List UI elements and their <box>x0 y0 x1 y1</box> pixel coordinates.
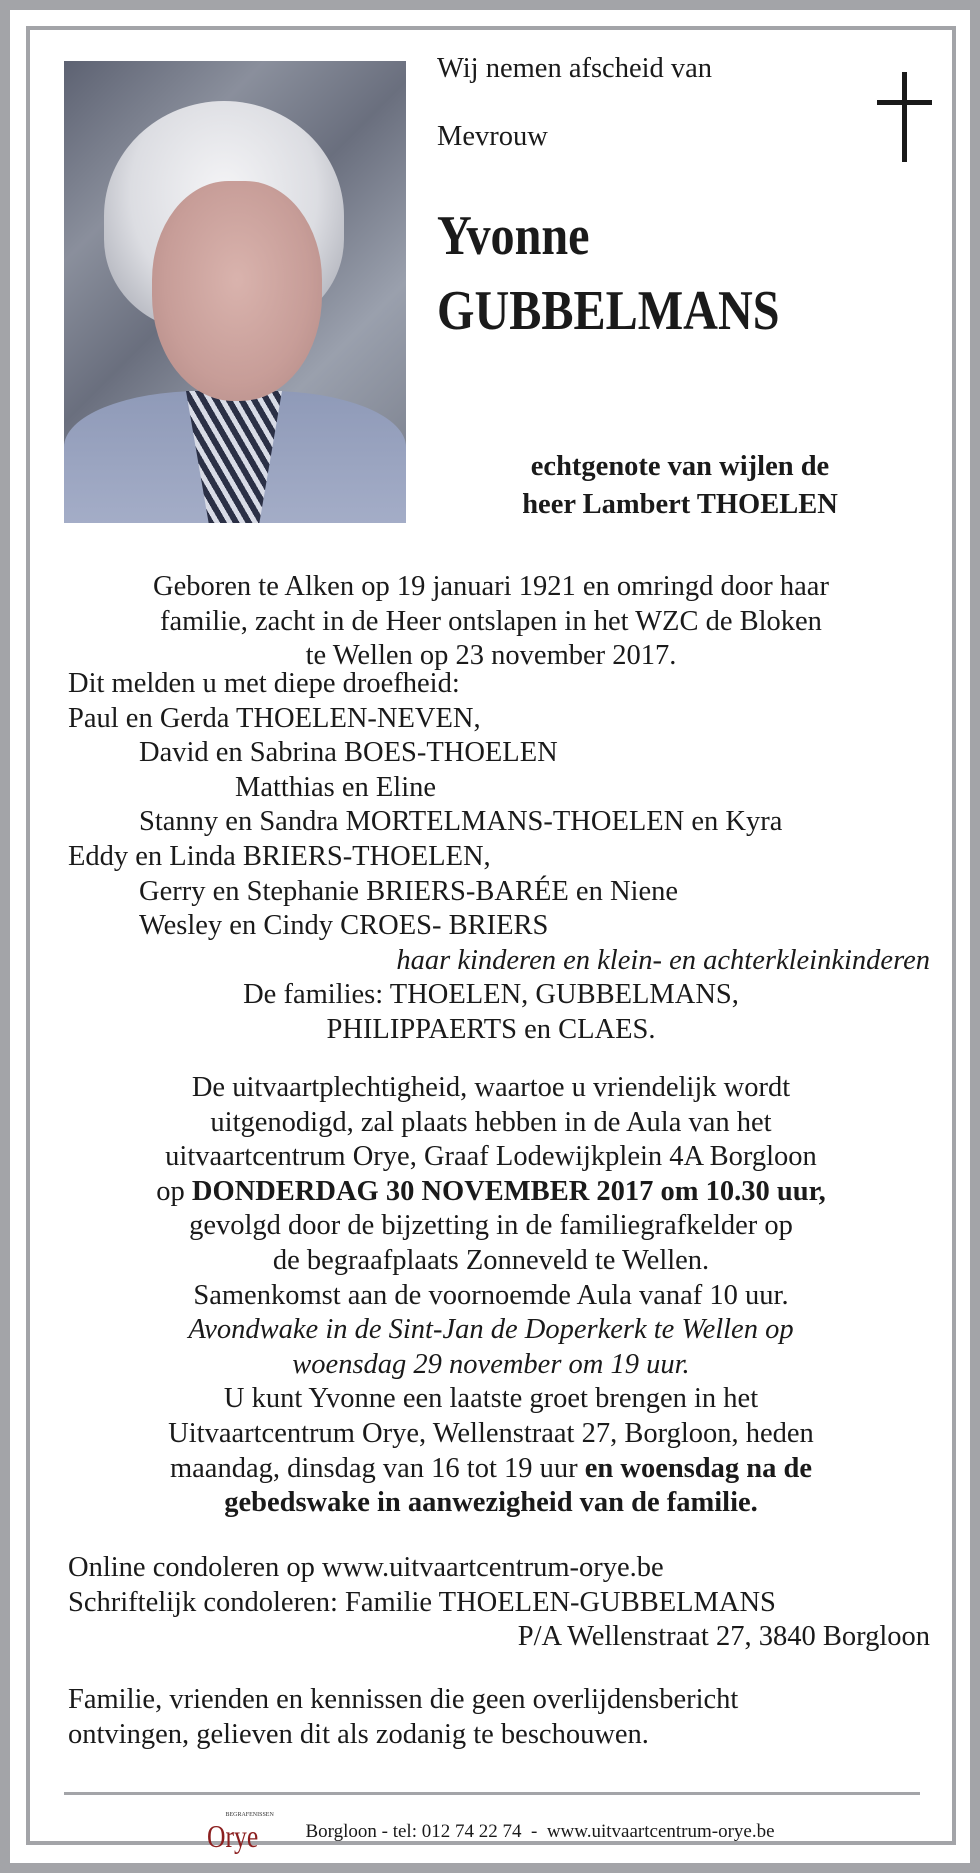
vigil-line: Avondwake in de Sint-Jan de Doperkerk te Wellen op <box>188 1314 794 1346</box>
visitation-line: Uitvaartcentrum Orye, Wellenstraat 27, Borgloon, heden <box>168 1417 814 1449</box>
birth-line: te Wellen op 23 november 2017. <box>305 640 677 672</box>
spouse-line-2: heer Lambert THOELEN <box>522 489 838 520</box>
condolence-address: P/A Wellenstraat 27, 3840 Borgloon <box>517 1621 930 1653</box>
families-line: PHILIPPAERTS en CLAES. <box>326 1013 656 1045</box>
condolences <box>30 1551 952 1655</box>
footer-contact: Borgloon - tel: 012 74 22 74 - www.uitvaartcentrum-orye.be <box>305 1821 775 1842</box>
vigil-line: woensdag 29 november om 19 uur. <box>292 1348 690 1380</box>
family-member: Wesley en Cindy CROES- BRIERS <box>139 910 549 942</box>
family-list <box>30 667 952 1048</box>
ceremony-line: gevolgd door de bijzetting in de familiegrafkelder op <box>189 1210 793 1242</box>
family-member: Paul en Gerda THOELEN-NEVEN, <box>68 702 481 734</box>
family-member: Stanny en Sandra MORTELMANS-THOELEN en Kyra <box>139 806 783 838</box>
photo-face <box>152 181 322 401</box>
family-member: David en Sabrina BOES-THOELEN <box>139 737 558 769</box>
families-line: De families: THOELEN, GUBBELMANS, <box>243 979 739 1011</box>
footer-divider <box>64 1792 920 1795</box>
cross-icon-bar <box>877 100 932 105</box>
title-text: Mevrouw <box>437 121 548 152</box>
cross-icon <box>902 72 907 162</box>
sheet <box>10 10 970 1863</box>
visitation-line <box>30 1452 952 1487</box>
death-notice <box>26 26 956 1854</box>
last-name: GUBBELMANS <box>437 280 780 342</box>
online-condolences: Online condoleren op www.uitvaartcentrum-orye.be <box>68 1552 664 1583</box>
birth-paragraph <box>30 570 952 674</box>
notice-line: ontvingen, gelieven dit als zodanig te beschouwen. <box>68 1718 649 1750</box>
ceremony-line: uitgenodigd, zal plaats hebben in de Aula van het <box>210 1106 772 1138</box>
visitation-line: U kunt Yvonne een laatste groet brengen in het <box>223 1383 759 1415</box>
first-name: Yvonne <box>437 205 590 267</box>
ceremony-date-prefix: op <box>156 1175 192 1207</box>
family-member: Gerry en Stephanie BRIERS-BARÉE en Niene <box>139 875 679 907</box>
visitation-bold: en woensdag na de <box>584 1452 812 1484</box>
visitation-line: gebedswake in aanwezigheid van de familie. <box>224 1487 758 1519</box>
birth-line: familie, zacht in de Heer ontslapen in het WZC de Bloken <box>160 605 822 637</box>
ceremony-paragraph <box>30 1071 952 1521</box>
logo-subtitle: BEGRAFENISSEN <box>225 1811 274 1818</box>
written-condolences: Schriftelijk condoleren: Familie THOELEN-GUBBELMANS <box>68 1586 776 1618</box>
family-member: Eddy en Linda BRIERS-THOELEN, <box>68 840 491 872</box>
visitation-days: maandag, dinsdag van 16 tot 19 uur <box>169 1452 585 1484</box>
ceremony-date: DONDERDAG 30 NOVEMBER 2017 om 10.30 uur, <box>191 1175 826 1207</box>
ceremony-line: de begraafplaats Zonneveld te Wellen. <box>272 1244 710 1276</box>
ceremony-line: De uitvaartplechtigheid, waartoe u vriendelijk wordt <box>191 1072 791 1103</box>
ceremony-date-line <box>30 1175 952 1210</box>
portrait-photo <box>64 61 406 523</box>
birth-line: Geboren te Alken op 19 januari 1921 en omringd door haar <box>153 571 829 602</box>
family-caption: haar kinderen en klein- en achterkleinkinderen <box>396 944 930 976</box>
intro-text: Wij nemen afscheid van <box>437 53 713 84</box>
ceremony-line: uitvaartcentrum Orye, Graaf Lodewijkplein 4A Borgloon <box>165 1141 817 1173</box>
notice-paragraph <box>30 1683 952 1752</box>
family-intro: Dit melden u met diepe droefheid: <box>68 668 460 699</box>
logo-word: Orye <box>207 1817 259 1854</box>
orye-logo <box>207 1812 287 1853</box>
family-member: Matthias en Eline <box>235 771 437 803</box>
spouse-line-1: echtgenote van wijlen de <box>530 451 830 482</box>
notice-line: Familie, vrienden en kennissen die geen overlijdensbericht <box>68 1684 739 1715</box>
ceremony-line: Samenkomst aan de voornoemde Aula vanaf 10 uur. <box>193 1279 789 1311</box>
footer <box>30 1808 952 1856</box>
